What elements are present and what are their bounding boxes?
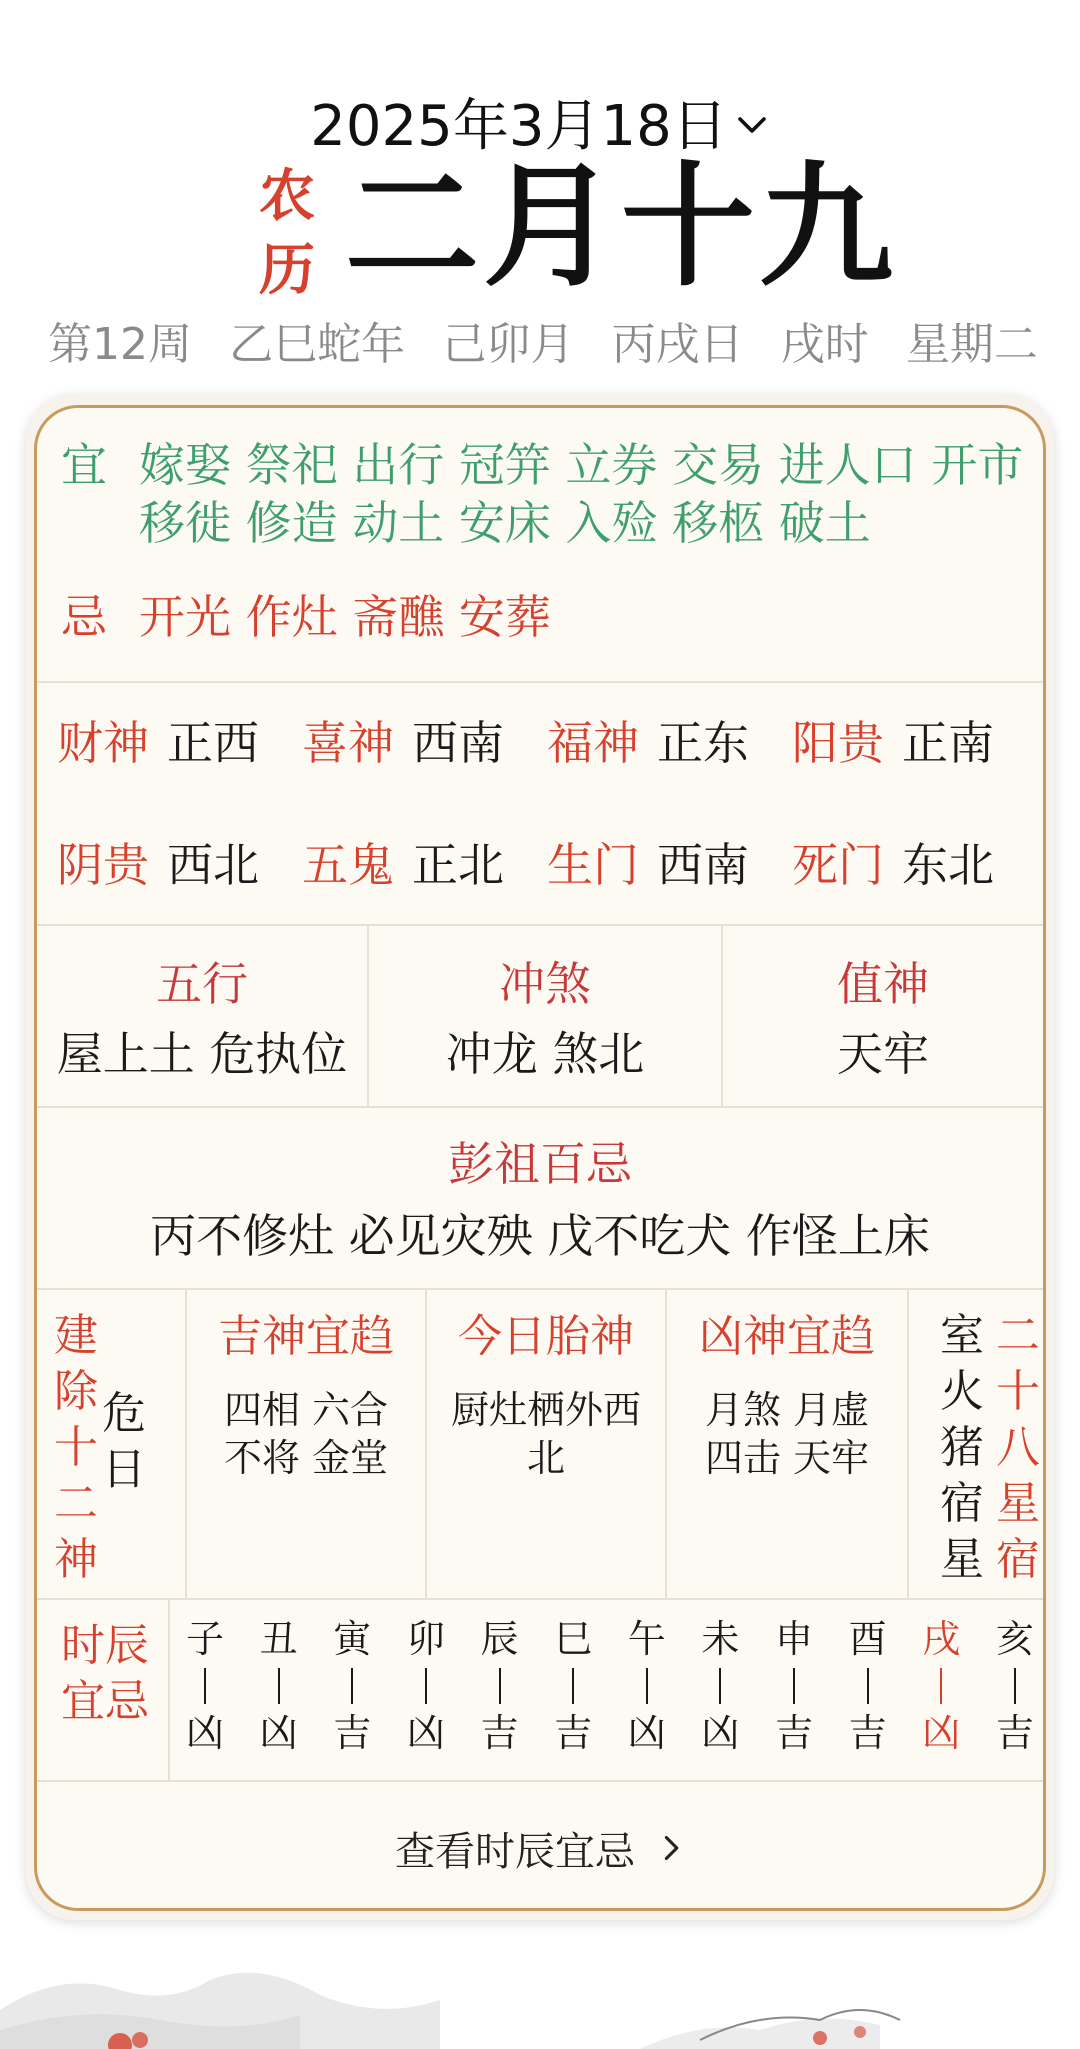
wuxing-value: 屋上土 危执位 — [56, 1027, 348, 1081]
jianchu-label — [51, 1308, 101, 1588]
god-direction: 东北 — [902, 838, 994, 892]
xiongshen-line: 四击 天牢 — [704, 1436, 870, 1480]
god-direction-item — [302, 713, 547, 773]
god-direction-item — [547, 713, 792, 773]
god-name: 福神 — [547, 716, 639, 770]
hours-label-text — [45, 1618, 165, 1730]
hour-ganzhi: 戌时 — [780, 319, 869, 370]
jianchu-label-char: 十 — [54, 1422, 98, 1473]
god-direction: 西南 — [412, 716, 504, 770]
wuxing-chongsha-section — [37, 926, 1043, 1108]
god-direction: 西北 — [167, 838, 259, 892]
god-name: 五鬼 — [302, 838, 394, 892]
xingxiu-label-char: 十 — [996, 1366, 1040, 1417]
solar-date[interactable]: 2025年3月18日 — [310, 94, 728, 159]
god-direction: 西南 — [657, 838, 749, 892]
xiongshen-title: 凶神宜趋 — [699, 1311, 875, 1362]
xingxiu-value — [937, 1308, 987, 1588]
zhishen-title: 值神 — [837, 957, 929, 1011]
ji-row — [61, 588, 1033, 646]
jishen-cell — [185, 1290, 425, 1598]
jianchu-label-char: 神 — [54, 1534, 98, 1585]
hour-branch: 巳 — [554, 1617, 593, 1661]
xingxiu-label-char: 星 — [996, 1478, 1040, 1529]
god-direction-item — [792, 713, 1037, 773]
hour-branch: 丑 — [259, 1617, 298, 1661]
hour-luck: 吉 — [995, 1711, 1034, 1755]
xingxiu-value-char: 猪 — [940, 1422, 984, 1473]
god-name: 阴贵 — [57, 838, 149, 892]
hour-luck: 凶 — [701, 1711, 740, 1755]
lunar-tag-char: 历 — [259, 238, 315, 303]
god-name: 生门 — [547, 838, 639, 892]
taishen-title: 今日胎神 — [458, 1311, 634, 1362]
pengzu-title: 彭祖百忌 — [448, 1137, 632, 1191]
yi-row — [61, 436, 1033, 552]
jishen-line: 不将 金堂 — [223, 1436, 389, 1480]
hours-section — [37, 1600, 1043, 1782]
hour-branch: 申 — [774, 1617, 813, 1661]
hours-label-line: 宜忌 — [61, 1676, 149, 1727]
xingxiu-value-char: 室 — [940, 1310, 984, 1361]
gods-detail-section — [37, 1290, 1043, 1600]
week-number: 第12周 — [48, 319, 192, 370]
xingxiu-label — [993, 1308, 1043, 1588]
jianchu-label-char: 二 — [54, 1478, 98, 1529]
jianchu-value-char: 危 — [102, 1388, 146, 1439]
hour-item — [764, 1614, 824, 1758]
chongsha-cell — [367, 926, 721, 1106]
god-direction: 正南 — [902, 716, 994, 770]
ji-label: 忌 — [61, 590, 107, 644]
jianchu-label-char: 建 — [54, 1310, 98, 1361]
hour-item — [175, 1614, 235, 1758]
hour-luck: 吉 — [774, 1711, 813, 1755]
hour-divider — [646, 1668, 648, 1704]
hour-luck: 凶 — [259, 1711, 298, 1755]
hour-branch: 午 — [627, 1617, 666, 1661]
wuxing-cell — [37, 926, 367, 1106]
hour-divider — [204, 1668, 206, 1704]
xiongshen-list — [667, 1386, 907, 1482]
hour-branch: 亥 — [995, 1617, 1034, 1661]
wuxing-title: 五行 — [156, 957, 248, 1011]
god-name: 财神 — [57, 716, 149, 770]
hour-divider — [499, 1668, 501, 1704]
chongsha-title: 冲煞 — [499, 957, 591, 1011]
hour-item — [838, 1614, 898, 1758]
hour-luck: 凶 — [627, 1711, 666, 1755]
xingxiu-label-char: 二 — [996, 1310, 1040, 1361]
xiongshen-cell — [665, 1290, 907, 1598]
hour-item — [690, 1614, 750, 1758]
hour-item — [470, 1614, 530, 1758]
god-directions-section — [37, 683, 1043, 926]
xingxiu-label-char: 八 — [996, 1422, 1040, 1473]
hour-item — [249, 1614, 309, 1758]
year-ganzhi: 乙巳蛇年 — [229, 319, 406, 370]
xiongshen-line: 月煞 月虚 — [704, 1388, 870, 1432]
hours-label-line: 时辰 — [61, 1620, 149, 1671]
chevron-right-icon[interactable] — [657, 1834, 685, 1862]
hour-branch: 戌 — [922, 1617, 961, 1661]
date-info-row — [48, 308, 1038, 372]
hour-luck: 凶 — [922, 1711, 961, 1755]
hour-divider — [1014, 1668, 1016, 1704]
hour-divider — [351, 1668, 353, 1704]
chongsha-value: 冲龙 煞北 — [445, 1027, 645, 1081]
view-hours-label[interactable]: 查看时辰宜忌 — [395, 1828, 635, 1875]
lunar-date-row — [0, 149, 1080, 310]
weekday: 星期二 — [905, 319, 1038, 370]
god-direction-item — [302, 835, 547, 895]
jianchu-cell — [37, 1290, 185, 1598]
taishen-line: 北 — [526, 1436, 565, 1480]
god-name: 喜神 — [302, 716, 394, 770]
hour-divider — [940, 1668, 942, 1704]
chevron-down-icon[interactable] — [734, 107, 770, 143]
lunar-date: 二月十九 — [345, 149, 898, 305]
ji-list: 开光 作灶 斋醮 安葬 — [139, 590, 551, 644]
yi-list: 嫁娶 祭祀 出行 冠笄 立券 交易 进人口 开市 移徙 修造 动土 安床 入殓 移柩 破土 — [139, 438, 1024, 550]
taishen-value — [427, 1386, 665, 1482]
pengzu-section — [37, 1108, 1043, 1290]
god-name: 死门 — [792, 838, 884, 892]
hour-luck: 吉 — [554, 1711, 593, 1755]
jianchu-value — [99, 1386, 149, 1498]
hour-item — [322, 1614, 382, 1758]
hour-item — [543, 1614, 603, 1758]
god-direction-item — [547, 835, 792, 895]
hour-branch: 辰 — [480, 1617, 519, 1661]
hours-label — [37, 1600, 170, 1780]
hour-item — [985, 1614, 1045, 1758]
hour-divider — [425, 1668, 427, 1704]
hour-branch: 寅 — [333, 1617, 372, 1661]
hour-branch: 子 — [185, 1617, 224, 1661]
yi-ji-section — [37, 408, 1043, 683]
hour-divider — [572, 1668, 574, 1704]
hour-divider — [719, 1668, 721, 1704]
god-direction-item — [57, 713, 302, 773]
hour-branch: 卯 — [406, 1617, 445, 1661]
hour-divider — [278, 1668, 280, 1704]
taishen-line: 厨灶栖外西 — [450, 1388, 641, 1432]
god-direction: 正东 — [657, 716, 749, 770]
jishen-list — [187, 1386, 425, 1482]
xingxiu-value-char: 星 — [940, 1534, 984, 1585]
jianchu-value-char: 日 — [102, 1444, 146, 1495]
ink-painting-decoration — [0, 1950, 1080, 2049]
xingxiu-cell — [907, 1290, 1046, 1598]
god-direction-item — [57, 835, 302, 895]
day-ganzhi: 丙戌日 — [611, 319, 744, 370]
taishen-cell — [425, 1290, 665, 1598]
pengzu-value: 丙不修灶 必见灾殃 戊不吃犬 作怪上床 — [150, 1209, 930, 1263]
xingxiu-value-char: 宿 — [940, 1478, 984, 1529]
hours-list — [175, 1614, 1045, 1758]
xingxiu-label-char: 宿 — [996, 1534, 1040, 1585]
god-direction: 正北 — [412, 838, 504, 892]
lunar-tag — [252, 160, 322, 308]
hour-item — [617, 1614, 677, 1758]
jishen-title: 吉神宜趋 — [218, 1311, 394, 1362]
hour-branch: 酉 — [848, 1617, 887, 1661]
hour-luck: 吉 — [333, 1711, 372, 1755]
hour-divider — [867, 1668, 869, 1704]
hour-item — [396, 1614, 456, 1758]
xingxiu-value-char: 火 — [940, 1366, 984, 1417]
jianchu-label-char: 除 — [54, 1366, 98, 1417]
hour-luck: 吉 — [480, 1711, 519, 1755]
hour-branch: 未 — [701, 1617, 740, 1661]
hour-item — [911, 1614, 971, 1758]
god-name: 阳贵 — [792, 716, 884, 770]
jishen-line: 四相 六合 — [223, 1388, 389, 1432]
hour-luck: 凶 — [185, 1711, 224, 1755]
hour-luck: 凶 — [406, 1711, 445, 1755]
month-ganzhi: 己卯月 — [442, 319, 575, 370]
hour-divider — [793, 1668, 795, 1704]
god-direction-item — [792, 835, 1037, 895]
hour-luck: 吉 — [848, 1711, 887, 1755]
lunar-tag-char: 农 — [259, 164, 315, 229]
zhishen-value: 天牢 — [837, 1027, 929, 1081]
view-hours-link[interactable] — [37, 1782, 1043, 1911]
god-direction: 正西 — [167, 716, 259, 770]
almanac-card — [34, 405, 1046, 1911]
yi-label: 宜 — [61, 438, 107, 492]
zhishen-cell — [721, 926, 1043, 1106]
